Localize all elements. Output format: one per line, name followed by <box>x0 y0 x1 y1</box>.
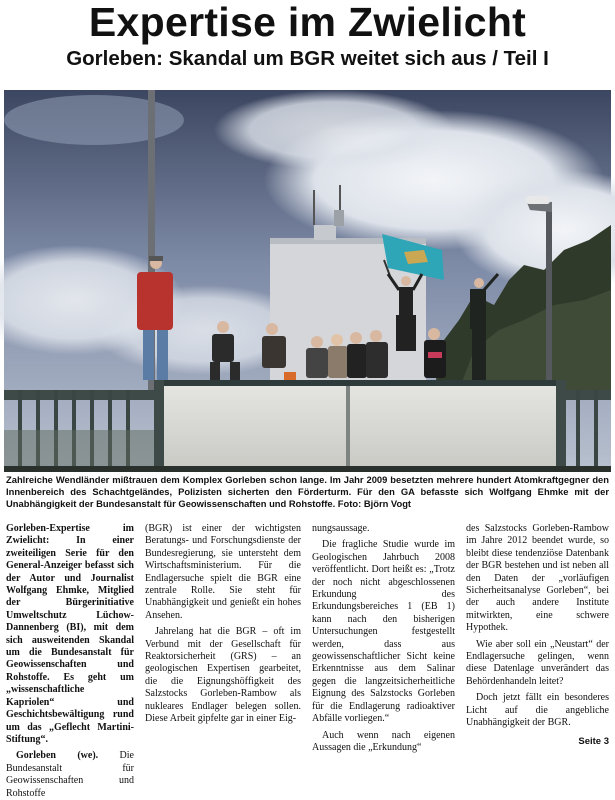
headline: Expertise im Zwielicht <box>88 0 527 45</box>
article-photo <box>4 90 611 472</box>
article-intro <box>6 523 134 746</box>
intro-text: Gorleben-Expertise im Zwielicht: In einer zweiteiligen Serie für den General-Anzeiger befasst sich der Autor und Journalist Wolfgang Ehmke, Mitglied der Bürgerinitiative Umweltschutz Lüchow-Dannenberg (BI), mit dem sich ausweitenden Skandal um die Bundesanstalt für Geowissenschaften und Rohstoffe. Es geht um „wissenschaftliche Kapriolen“ und Geschichtsbewältigung rund um das „Geflecht Martini-Stiftung“. <box>6 523 134 745</box>
paragraph: Jahrelang hat die BGR – oft im Verbund mit der Gesellschaft für Reaktorsicherheit (GRS) – an geologischen Expertisen gearbeitet, die die Eignungshöffigkeit des Salzstocks Gorleben-Rambow als nukleares Endlager belegen sollen. Diese Arbeit gipfelte gar in einer Eig- <box>145 626 301 725</box>
article-column-1 <box>6 523 134 799</box>
subheadline: Gorleben: Skandal um BGR weitet sich aus / Teil I <box>66 47 549 70</box>
paragraph: Auch wenn nach eigenen Aussagen die „Erkundung“ <box>312 729 455 753</box>
dateline: Gorleben (we). <box>16 750 99 762</box>
paragraph: (BGR) ist einer der wichtigsten Beratungs- und Forschungsdienste der Bundesregierung, sie untersteht dem Wirtschaftsministerium. Für die Endlagersuche spielt die BGR eine zentrale Rolle. Sie steht für Unabhängigkeit und genießt ein hohes Ansehen. <box>145 523 301 621</box>
page-reference[interactable]: Seite 3 <box>578 736 609 747</box>
photo-caption: Zahlreiche Wendländer mißtrauen dem Komplex Gorleben schon lange. Im Jahr 2009 besetzten mehrere hundert Atomkraftgegner den Innenbereich des Schachtgeländes, Polizisten sicherten den Förderturm. Für den GA befasste sich Wolfgang Ehmke mit der Unabhängigkeit der Bundesanstalt für Geowissenschaften und Rohstoffe. Foto: Björn Vogt <box>6 474 609 510</box>
article-column-2 <box>145 523 301 747</box>
paragraph: Doch jetzt fällt ein besonderes Licht auf die angebliche Unabhängigkeit der BGR. <box>466 692 609 729</box>
paragraph: nungsaussage. <box>312 523 370 534</box>
paragraph: Die fragliche Studie wurde im Geologischen Jahrbuch 2008 veröffentlicht. Dort heißt es: „Trotz der noch nicht abgeschlossenen Erkundung des Erkundungsbereiches 1 (EB 1) kann nach den bisherigen Untersuchungen festgestellt werden, dass aus geowissenschaftlicher Sicht keine Erkenntnisse aus dem Salinar gegen die langzeitsicherheitliche Eignung des Salzstocks Gorleben für die Endlagerung radioaktiver Abfälle vorliegen.“ <box>312 539 455 725</box>
paragraph: des Salzstocks Gorleben-Rambow im Jahre 2012 beendet wurde, so bleibt diese tendenziöse Datenbank der BGR bestehen und ist neben all den Daten der „vorläufigen Sicherheitsanalyse Gorleben“, bei der auch andere Institute mitwirkten, eine schwere Hypothek. <box>466 523 609 634</box>
article-column-3 <box>312 523 455 753</box>
article-column-4 <box>466 523 609 747</box>
lead-text: Die Bundesanstalt für Geowissenschaften und Rohstoffe <box>6 750 134 799</box>
paragraph: Wie aber soll ein „Neustart“ der Endlagersuche gelingen, wenn diese Datenlage unverändert das Behördenhandeln leitet? <box>466 638 609 687</box>
article-lead-paragraph <box>6 750 134 800</box>
